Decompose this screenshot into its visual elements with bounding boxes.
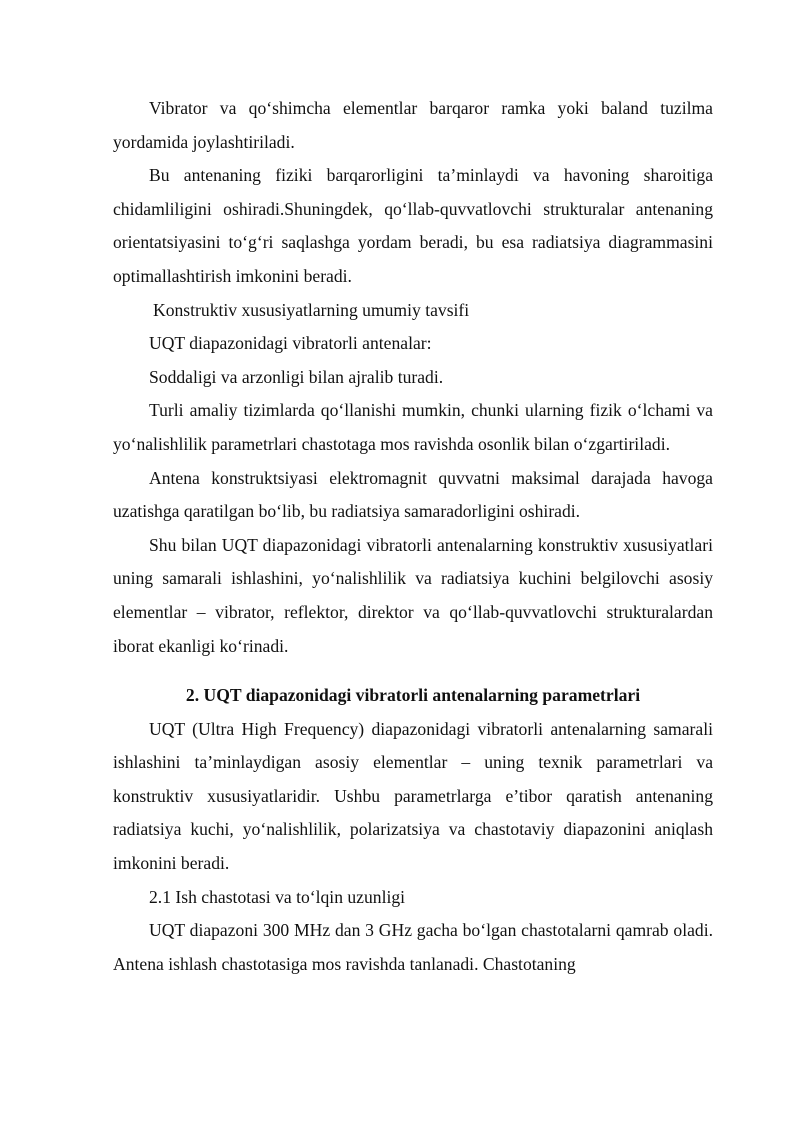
paragraph: UQT diapazoni 300 MHz dan 3 GHz gacha bo‘lgan chastotalarni qamrab oladi. Antena ishlash chastotasiga mos ravishda tanlanadi. Chastotaning bbox=[113, 920, 713, 974]
subsection-title: 2.1 Ish chastotasi va to‘lqin uzunligi bbox=[149, 886, 406, 907]
section-heading: 2. UQT diapazonidagi vibratorli antenalarning parametrlari bbox=[185, 685, 641, 706]
paragraph: Soddaligi va arzonligi bilan ajralib turadi. bbox=[149, 366, 444, 387]
paragraph: Antena konstruktsiyasi elektromagnit quvvatni maksimal darajada havoga uzatishga qaratilgan bo‘lib, bu radiatsiya samaradorligini oshiradi. bbox=[113, 467, 713, 522]
paragraph: Vibrator va qo‘shimcha elementlar barqaror ramka yoki baland tuzilma yordamida joylashtiriladi. bbox=[113, 98, 713, 152]
paragraph: UQT (Ultra High Frequency) diapazonidagi vibratorli antenalarning samarali ishlashini ta’minlaydigan asosiy elementlar – uning texnik parametrlari va konstruktiv xususiyatlaridir. Ushbu parametrlarga e’tibor qaratish antenaning radiatsiya kuchi, yo‘nalishlilik, polarizatsiya va chastotaviy diapazonini aniqlash imkonini beradi. bbox=[113, 718, 713, 874]
paragraph: UQT diapazonidagi vibratorli antenalar: bbox=[149, 333, 432, 354]
paragraph: Shu bilan UQT diapazonidagi vibratorli antenalarning konstruktiv xususiyatlari uning samarali ishlashini, yo‘nalishlilik va radiatsiya kuchini belgilovchi asosiy elementlar – vibrator, reflektor, direktor va qo‘llab-quvvatlovchi strukturalardan iborat ekanligi ko‘rinadi. bbox=[113, 534, 713, 656]
paragraph: Turli amaliy tizimlarda qo‘llanishi mumkin, chunki ularning fizik o‘lchami va yo‘nalishlilik parametrlari chastotaga mos ravishda osonlik bilan o‘zgartiriladi. bbox=[113, 400, 713, 454]
subheading-paragraph: Konstruktiv xususiyatlarning umumiy tavsifi bbox=[153, 299, 470, 320]
page-body bbox=[113, 92, 713, 981]
paragraph: Bu antenaning fiziki barqarorligini ta’minlaydi va havoning sharoitiga chidamliligini oshiradi.Shuningdek, qo‘llab-quvvatlovchi strukturalar antenaning orientatsiyasini to‘g‘ri saqlashga yordam beradi, bu esa radiatsiya diagrammasini optimallashtirish imkonini beradi. bbox=[113, 165, 713, 286]
